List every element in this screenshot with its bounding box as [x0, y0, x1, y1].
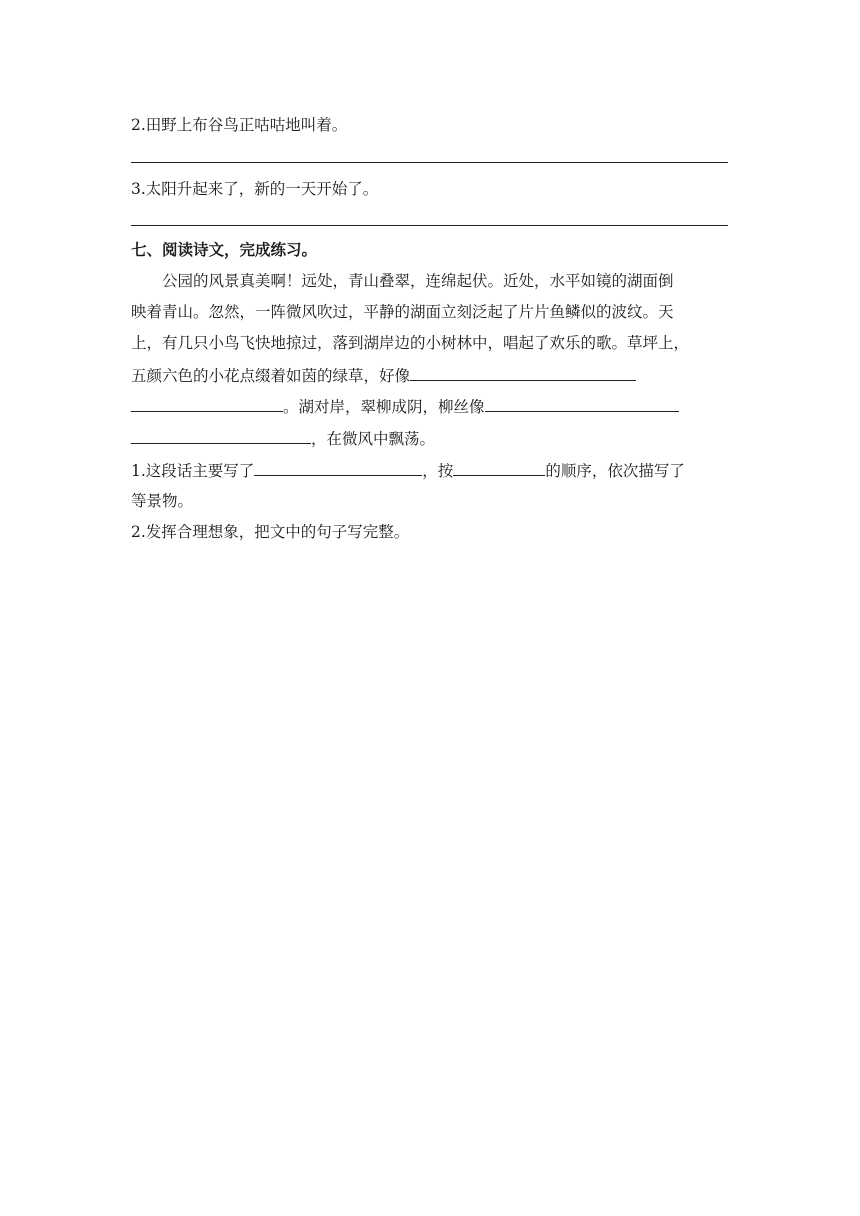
question-1	[131, 459, 685, 481]
passage-line-1: 公园的风景真美啊！远处，青山叠翠，连绵起伏。近处，水平如镜的湖面倒	[162, 272, 674, 290]
passage-line-6	[131, 427, 435, 449]
blank-q1-content[interactable]	[254, 459, 422, 476]
question-1-text-a: 1.这段话主要写了	[131, 462, 255, 480]
blank-haoxiang-cont[interactable]	[131, 395, 283, 412]
passage-text-4: 五颜六色的小花点缀着如茵的绿草，好像	[131, 367, 411, 385]
question-2: 2.发挥合理想象，把文中的句子写完整。	[131, 523, 410, 541]
sentence-3: 3.太阳升起来了，新的一天开始了。	[131, 180, 379, 198]
passage-line-4	[131, 364, 636, 386]
sentence-2: 2.田野上布谷鸟正咕咕地叫着。	[131, 116, 348, 134]
passage-line-5	[131, 395, 679, 417]
passage-text-5: 。湖对岸，翠柳成阴，柳丝像	[283, 398, 485, 416]
question-1-cont: 等景物。	[131, 492, 194, 510]
passage-line-3: 上，有几只小鸟飞快地掠过，落到湖岸边的小树林中，唱起了欢乐的歌。草坪上，	[131, 334, 690, 352]
blank-q1-order[interactable]	[453, 459, 545, 476]
question-1-text-b: ，按	[422, 462, 454, 480]
blank-liusixiang-cont[interactable]	[131, 427, 311, 444]
answer-line-sentence-3[interactable]	[131, 225, 728, 226]
answer-line-sentence-2[interactable]	[131, 162, 728, 163]
section-7-heading: 七、阅读诗文，完成练习。	[131, 240, 318, 259]
passage-text-6: ，在微风中飘荡。	[311, 430, 436, 448]
question-1-text-c: 的顺序，依次描写了	[545, 462, 685, 480]
passage-line-2: 映着青山。忽然，一阵微风吹过，平静的湖面立刻泛起了片片鱼鳞似的波纹。天	[131, 303, 674, 321]
blank-liusixiang[interactable]	[485, 395, 679, 412]
blank-haoxiang[interactable]	[410, 364, 636, 381]
